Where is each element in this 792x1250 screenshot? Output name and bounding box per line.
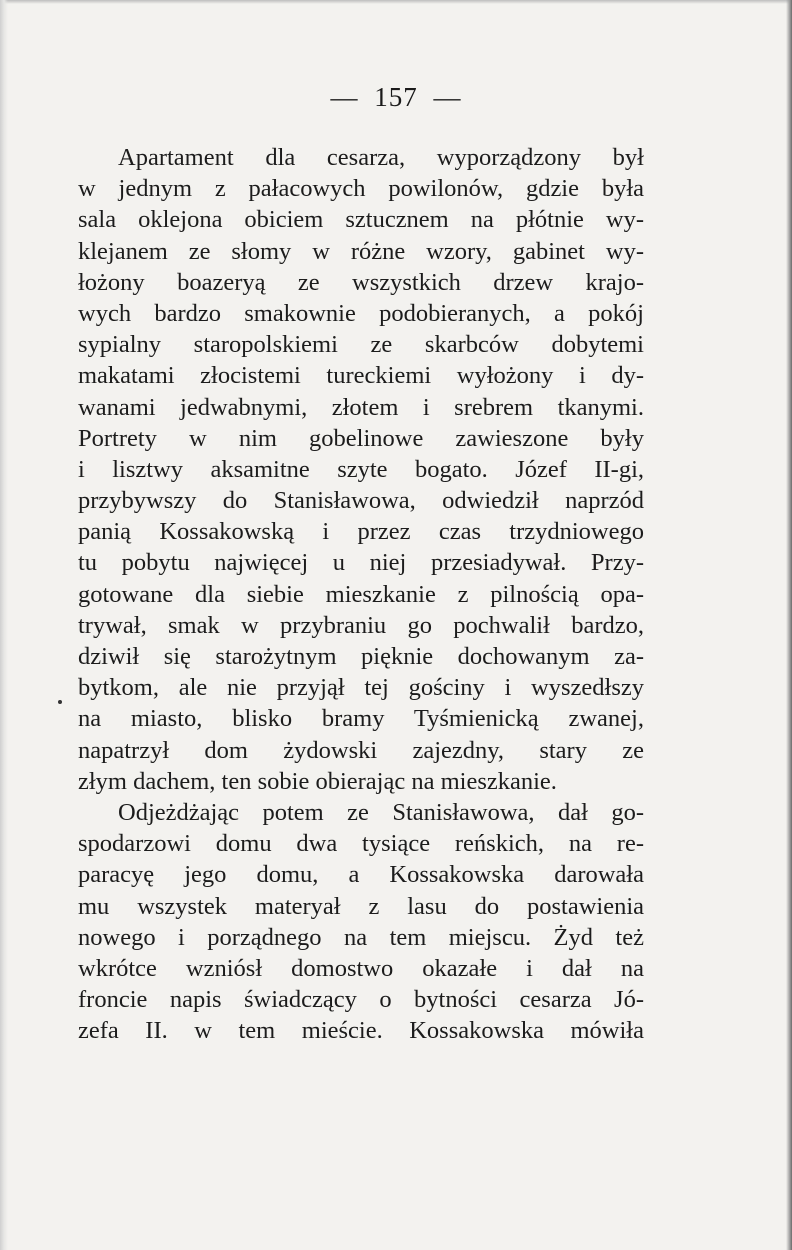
page-right-edge bbox=[786, 0, 792, 1250]
text-line: i lisztwy aksamitne szyte bogato. Józef II-gi, bbox=[78, 455, 644, 483]
text-line: w jednym z pałacowych powilonów, gdzie była bbox=[78, 175, 644, 203]
page-number: — 157 — bbox=[330, 82, 462, 112]
text-line: zefa II. w tem mieście. Kossakowska mówiła bbox=[78, 1017, 644, 1045]
text-line: wych bardzo smakownie podobieranych, a pokój bbox=[78, 299, 644, 327]
body-text bbox=[78, 142, 644, 1046]
text-line: klejanem ze słomy w różne wzory, gabinet wy- bbox=[78, 237, 644, 265]
page-top-edge bbox=[0, 0, 792, 4]
text-line: paracyę jego domu, a Kossakowska darowała bbox=[78, 861, 644, 889]
text-line: napatrzył dom żydowski zajezdny, stary ze bbox=[78, 736, 644, 764]
text-line: Odjeżdżając potem ze Stanisławowa, dał go- bbox=[118, 798, 644, 826]
text-line: łożony boazeryą ze wszystkich drzew krajo- bbox=[78, 268, 644, 296]
text-line: Portrety w nim gobelinowe zawieszone były bbox=[78, 424, 644, 452]
text-line: trywał, smak w przybraniu go pochwalił bardzo, bbox=[78, 611, 644, 639]
text-line: przybywszy do Stanisławowa, odwiedził naprzód bbox=[78, 487, 644, 515]
text-line: tu pobytu najwięcej u niej przesiadywał. Przy- bbox=[78, 549, 644, 577]
text-line: makatami złocistemi tureckiemi wyłożony i dy- bbox=[78, 362, 644, 390]
text-line: panią Kossakowską i przez czas trzydniowego bbox=[78, 518, 644, 546]
text-line: nowego i porządnego na tem miejscu. Żyd też bbox=[78, 923, 644, 951]
ink-speck bbox=[58, 700, 62, 704]
text-line: gotowane dla siebie mieszkanie z pilnością opa- bbox=[78, 580, 644, 608]
text-line: Apartament dla cesarza, wyporządzony był bbox=[118, 144, 644, 171]
page-left-edge bbox=[0, 0, 8, 1250]
text-line: bytkom, ale nie przyjął tej gościny i wyszedłszy bbox=[78, 674, 644, 702]
text-line: dziwił się starożytnym pięknie dochowanym za- bbox=[78, 643, 644, 670]
text-line: sala oklejona obiciem sztucznem na płótnie wy- bbox=[78, 206, 644, 234]
text-line: spodarzowi domu dwa tysiące reńskich, na re- bbox=[78, 830, 644, 858]
text-line: froncie napis świadczący o bytności cesarza Jó- bbox=[78, 986, 644, 1014]
text-line: złym dachem, ten sobie obierając na mieszkanie. bbox=[78, 767, 557, 795]
text-line: na miasto, blisko bramy Tyśmienicką zwanej, bbox=[78, 705, 644, 733]
text-line: mu wszystek materyał z lasu do postawienia bbox=[78, 892, 644, 920]
text-line: wanami jedwabnymi, złotem i srebrem tkanymi. bbox=[78, 393, 644, 421]
text-line: sypialny staropolskiemi ze skarbców dobytemi bbox=[78, 331, 644, 359]
text-line: wkrótce wzniósł domostwo okazałe i dał na bbox=[78, 954, 644, 982]
